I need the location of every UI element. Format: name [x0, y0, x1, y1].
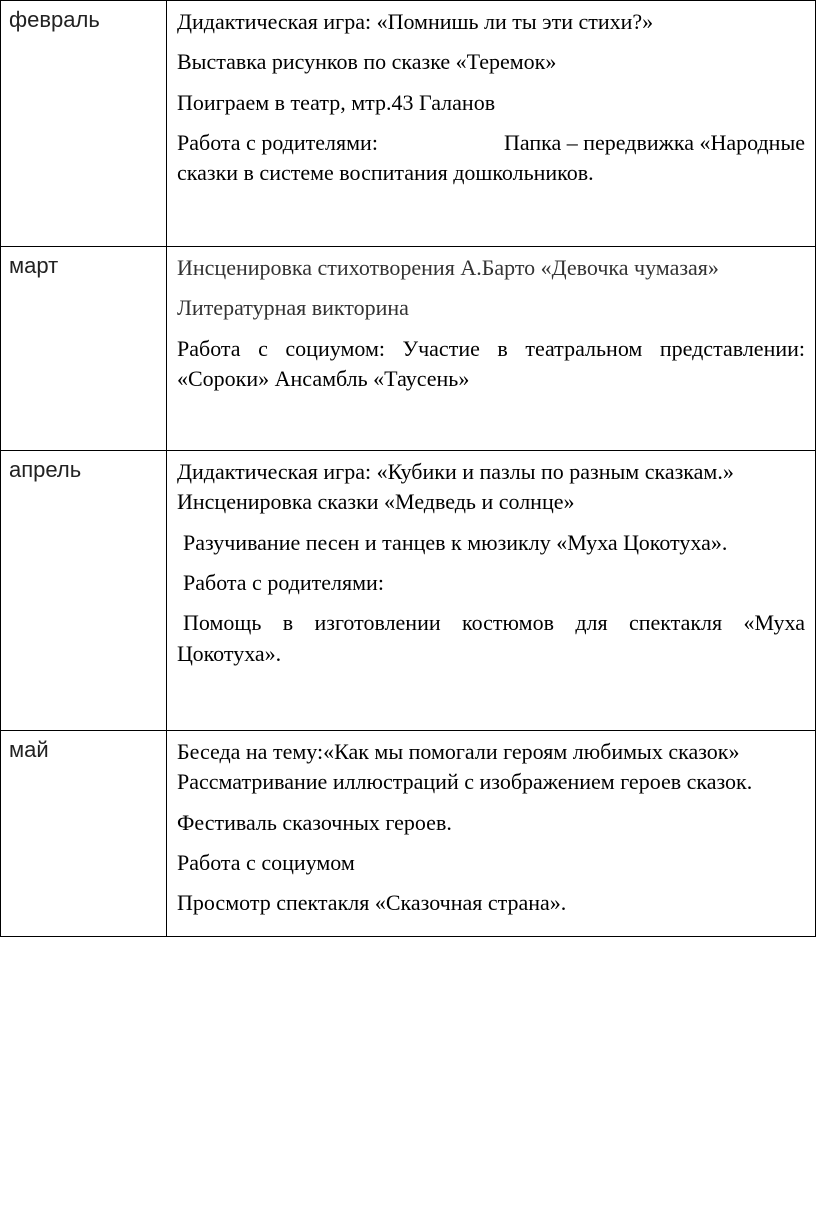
- activity-line: Дидактическая игра: «Помнишь ли ты эти стихи?»: [177, 9, 654, 34]
- activities-cell: [167, 451, 816, 731]
- activity-line: Литературная викторина: [177, 295, 409, 321]
- activities-cell: [167, 731, 816, 937]
- table-row: [1, 731, 816, 937]
- activity-line: Беседа на тему:«Как мы помогали героям любимых сказок»: [177, 739, 740, 764]
- month-label: февраль: [9, 7, 100, 32]
- parents-work-text-end: сказки в системе воспитания дошкольников.: [177, 160, 594, 186]
- month-cell: [1, 247, 167, 451]
- activity-line: Фестиваль сказочных героев.: [177, 809, 452, 835]
- activity-line: Помощь в изготовлении костюмов для спектакля «Муха Цокотуха».: [177, 610, 805, 666]
- activity-line: Инсценировка стихотворения А.Барто «Девочка чумазая»: [177, 255, 719, 280]
- activity-line: Выставка рисунков по сказке «Теремок»: [177, 49, 557, 75]
- activity-line: Рассматривание иллюстраций с изображением героев сказок.: [177, 769, 753, 795]
- activity-line: Работа с родителями:: [183, 570, 384, 596]
- table-row: [1, 451, 816, 731]
- month-cell: [1, 451, 167, 731]
- month-label: март: [9, 253, 59, 278]
- table-row: [1, 247, 816, 451]
- parents-work-label: Работа с родителями:: [177, 130, 378, 156]
- parents-work-line: [177, 128, 805, 158]
- activity-line: Инсценировка сказки «Медведь и солнце»: [177, 489, 575, 515]
- activity-line: Работа с социумом: [177, 850, 355, 876]
- month-cell: [1, 1, 167, 247]
- month-label: май: [9, 737, 49, 762]
- activity-line: Поиграем в театр, мтр.43 Галанов: [177, 89, 496, 115]
- activity-line: Работа с социумом: Участие в театральном представлении: «Сороки» Ансамбль «Таусень»: [177, 335, 805, 392]
- parents-work-text-start: Папка – передвижка «Народные: [504, 130, 805, 156]
- activities-cell: [167, 1, 816, 247]
- activity-line: Разучивание песен и танцев к мюзиклу «Муха Цокотуха».: [183, 529, 728, 555]
- month-cell: [1, 731, 167, 937]
- activity-line: Дидактическая игра: «Кубики и пазлы по разным сказкам.»: [177, 459, 734, 484]
- activities-cell: [167, 247, 816, 451]
- activity-line: Просмотр спектакля «Сказочная страна».: [177, 890, 567, 916]
- table-row: [1, 1, 816, 247]
- month-label: апрель: [9, 457, 82, 482]
